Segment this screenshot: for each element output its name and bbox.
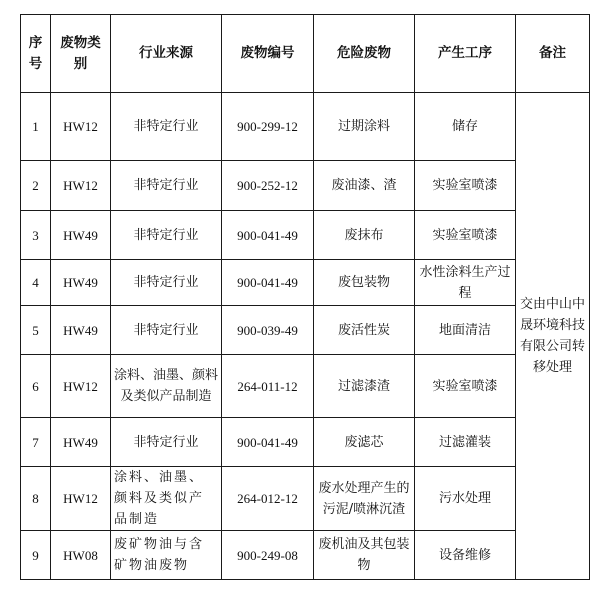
cell-process: 实验室喷漆 bbox=[415, 355, 516, 418]
table-row bbox=[21, 211, 590, 260]
cell-hazardous-waste: 废水处理产生的污泥/喷淋沉渣 bbox=[314, 467, 415, 531]
cell-serial-no: 5 bbox=[21, 306, 51, 355]
header-waste-category: 废物类别 bbox=[51, 15, 111, 93]
cell-hazardous-waste: 废油漆、渣 bbox=[314, 161, 415, 211]
cell-waste-code: 900-039-49 bbox=[222, 306, 314, 355]
cell-process: 设备维修 bbox=[415, 531, 516, 580]
cell-serial-no: 3 bbox=[21, 211, 51, 260]
cell-industry-source: 非特定行业 bbox=[111, 418, 222, 467]
cell-waste-code: 264-011-12 bbox=[222, 355, 314, 418]
cell-hazardous-waste: 废抹布 bbox=[314, 211, 415, 260]
cell-waste-code: 900-041-49 bbox=[222, 211, 314, 260]
cell-industry-source: 涂料、油墨、颜料及类似产品制造 bbox=[111, 467, 222, 531]
cell-waste-category: HW12 bbox=[51, 93, 111, 161]
cell-hazardous-waste: 废滤芯 bbox=[314, 418, 415, 467]
table-row bbox=[21, 260, 590, 306]
table-row bbox=[21, 355, 590, 418]
table-row bbox=[21, 418, 590, 467]
cell-process: 水性涂料生产过程 bbox=[415, 260, 516, 306]
cell-waste-category: HW49 bbox=[51, 211, 111, 260]
header-remarks: 备注 bbox=[516, 15, 590, 93]
cell-industry-source: 非特定行业 bbox=[111, 93, 222, 161]
cell-process: 地面清洁 bbox=[415, 306, 516, 355]
cell-process: 储存 bbox=[415, 93, 516, 161]
cell-waste-category: HW08 bbox=[51, 531, 111, 580]
cell-serial-no: 4 bbox=[21, 260, 51, 306]
header-serial-no: 序号 bbox=[21, 15, 51, 93]
table-row bbox=[21, 531, 590, 580]
cell-serial-no: 2 bbox=[21, 161, 51, 211]
header-hazardous-waste: 危险废物 bbox=[314, 15, 415, 93]
cell-process: 污水处理 bbox=[415, 467, 516, 531]
cell-industry-source: 废矿物油与含矿物油废物 bbox=[111, 531, 222, 580]
cell-hazardous-waste: 废活性炭 bbox=[314, 306, 415, 355]
cell-industry-source: 非特定行业 bbox=[111, 161, 222, 211]
cell-hazardous-waste: 过期涂料 bbox=[314, 93, 415, 161]
header-industry-source: 行业来源 bbox=[111, 15, 222, 93]
table-row bbox=[21, 306, 590, 355]
cell-waste-category: HW49 bbox=[51, 306, 111, 355]
header-row bbox=[21, 15, 590, 93]
table-row bbox=[21, 93, 590, 161]
cell-serial-no: 9 bbox=[21, 531, 51, 580]
cell-waste-category: HW12 bbox=[51, 161, 111, 211]
hazardous-waste-table bbox=[20, 14, 590, 580]
cell-waste-code: 900-299-12 bbox=[222, 93, 314, 161]
header-process: 产生工序 bbox=[415, 15, 516, 93]
cell-process: 实验室喷漆 bbox=[415, 211, 516, 260]
cell-waste-category: HW12 bbox=[51, 467, 111, 531]
cell-industry-source: 非特定行业 bbox=[111, 306, 222, 355]
cell-serial-no: 1 bbox=[21, 93, 51, 161]
cell-serial-no: 8 bbox=[21, 467, 51, 531]
cell-industry-source: 涂料、油墨、颜料及类似产品制造 bbox=[111, 355, 222, 418]
cell-waste-code: 900-041-49 bbox=[222, 418, 314, 467]
cell-hazardous-waste: 过滤漆渣 bbox=[314, 355, 415, 418]
cell-waste-code: 900-249-08 bbox=[222, 531, 314, 580]
cell-remarks: 交由中山中晟环境科技有限公司转移处理 bbox=[516, 93, 590, 580]
cell-serial-no: 6 bbox=[21, 355, 51, 418]
cell-process: 过滤灌装 bbox=[415, 418, 516, 467]
cell-hazardous-waste: 废机油及其包装物 bbox=[314, 531, 415, 580]
cell-waste-code: 900-252-12 bbox=[222, 161, 314, 211]
table-row bbox=[21, 161, 590, 211]
header-waste-code: 废物编号 bbox=[222, 15, 314, 93]
cell-serial-no: 7 bbox=[21, 418, 51, 467]
cell-industry-source: 非特定行业 bbox=[111, 260, 222, 306]
cell-industry-source: 非特定行业 bbox=[111, 211, 222, 260]
cell-waste-category: HW49 bbox=[51, 418, 111, 467]
cell-waste-code: 900-041-49 bbox=[222, 260, 314, 306]
cell-hazardous-waste: 废包装物 bbox=[314, 260, 415, 306]
cell-process: 实验室喷漆 bbox=[415, 161, 516, 211]
cell-waste-category: HW49 bbox=[51, 260, 111, 306]
cell-waste-code: 264-012-12 bbox=[222, 467, 314, 531]
table-row bbox=[21, 467, 590, 531]
cell-waste-category: HW12 bbox=[51, 355, 111, 418]
